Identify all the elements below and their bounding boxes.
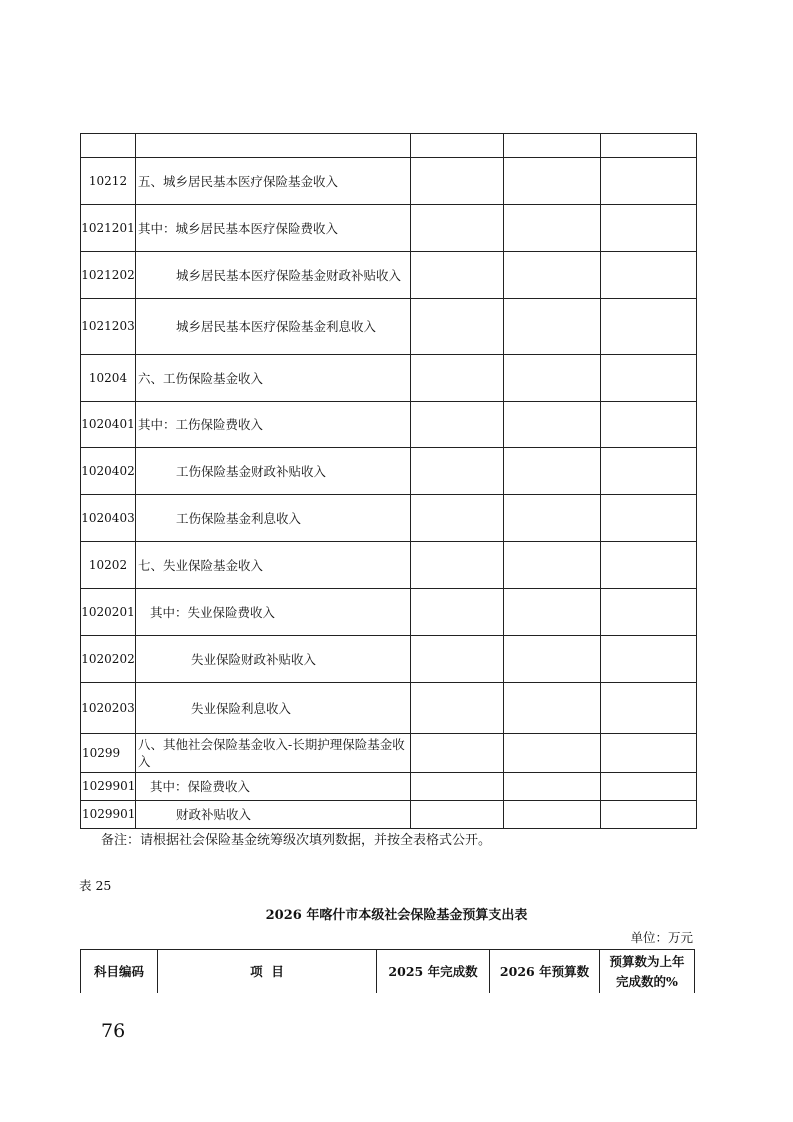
value-cell: [411, 355, 504, 402]
value-cell: [601, 402, 697, 448]
value-cell: [504, 158, 601, 205]
code-cell: 1020201: [81, 589, 136, 636]
item-cell: 失业保险利息收入: [136, 683, 411, 734]
value-cell: [601, 734, 697, 773]
value-cell: [504, 683, 601, 734]
value-cell: [411, 773, 504, 801]
item-cell: 财政补贴收入: [136, 801, 411, 829]
table-row: [81, 734, 697, 773]
item-cell: 其中：城乡居民基本医疗保险费收入: [136, 205, 411, 252]
table-row: [81, 252, 697, 299]
code-cell: 1020403: [81, 495, 136, 542]
item-cell: [136, 134, 411, 158]
value-cell: [504, 734, 601, 773]
value-cell: [411, 589, 504, 636]
value-cell: [601, 448, 697, 495]
value-cell: [601, 773, 697, 801]
page-number: 76: [101, 1020, 126, 1042]
header-cell-item: 项 目: [158, 950, 377, 994]
item-cell: 工伤保险基金财政补贴收入: [136, 448, 411, 495]
value-cell: [411, 495, 504, 542]
value-cell: [601, 589, 697, 636]
table-row: [81, 299, 697, 355]
value-cell: [601, 355, 697, 402]
value-cell: [504, 448, 601, 495]
table-row: [81, 158, 697, 205]
code-cell: 1029901: [81, 801, 136, 829]
item-cell: 城乡居民基本医疗保险基金利息收入: [136, 299, 411, 355]
table-row: [81, 542, 697, 589]
value-cell: [411, 252, 504, 299]
value-cell: [411, 299, 504, 355]
table-row: [81, 205, 697, 252]
unit-label: 单位：万元: [630, 930, 693, 945]
code-cell: 1020402: [81, 448, 136, 495]
table-note: 备注：请根据社会保险基金统筹级次填列数据，并按全表格式公开。: [101, 833, 492, 848]
value-cell: [601, 683, 697, 734]
code-cell: 1020401: [81, 402, 136, 448]
code-cell: 10212: [81, 158, 136, 205]
code-cell: 1021202: [81, 252, 136, 299]
header-cell-ratio: 预算数为上年完成数的%: [600, 950, 695, 994]
code-cell: 1021203: [81, 299, 136, 355]
value-cell: [411, 636, 504, 683]
value-cell: [411, 801, 504, 829]
item-cell: 城乡居民基本医疗保险基金财政补贴收入: [136, 252, 411, 299]
table-row: [81, 589, 697, 636]
code-cell: 1020203: [81, 683, 136, 734]
value-cell: [601, 495, 697, 542]
value-cell: [411, 158, 504, 205]
table-row: [81, 448, 697, 495]
code-cell: 1020202: [81, 636, 136, 683]
value-cell: [504, 402, 601, 448]
value-cell: [504, 542, 601, 589]
table-row: [81, 355, 697, 402]
income-table: [80, 133, 697, 829]
table-row: [81, 636, 697, 683]
value-cell: [411, 448, 504, 495]
table-row: [81, 134, 697, 158]
value-cell: [504, 299, 601, 355]
table-title: 2026 年喀什市本级社会保险基金预算支出表: [265, 908, 528, 923]
table-row: [81, 683, 697, 734]
table-row: [81, 773, 697, 801]
table-header-row: [81, 950, 695, 994]
code-cell: 10299: [81, 734, 136, 773]
value-cell: [504, 495, 601, 542]
value-cell: [601, 542, 697, 589]
table-row: [81, 495, 697, 542]
value-cell: [504, 252, 601, 299]
value-cell: [601, 134, 697, 158]
value-cell: [601, 205, 697, 252]
header-cell-code: 科目编码: [81, 950, 158, 994]
item-cell: 七、失业保险基金收入: [136, 542, 411, 589]
value-cell: [504, 636, 601, 683]
expense-table: [80, 949, 695, 993]
value-cell: [504, 773, 601, 801]
value-cell: [411, 205, 504, 252]
item-cell: 其中：工伤保险费收入: [136, 402, 411, 448]
value-cell: [504, 355, 601, 402]
value-cell: [411, 734, 504, 773]
code-cell: 1021201: [81, 205, 136, 252]
item-cell: 六、工伤保险基金收入: [136, 355, 411, 402]
value-cell: [601, 252, 697, 299]
header-cell-2025-actual: 2025 年完成数: [377, 950, 490, 994]
value-cell: [411, 402, 504, 448]
code-cell: 1029901: [81, 773, 136, 801]
item-cell: 五、城乡居民基本医疗保险基金收入: [136, 158, 411, 205]
value-cell: [504, 801, 601, 829]
item-cell: 工伤保险基金利息收入: [136, 495, 411, 542]
value-cell: [504, 205, 601, 252]
value-cell: [411, 542, 504, 589]
code-cell: 10204: [81, 355, 136, 402]
value-cell: [504, 589, 601, 636]
item-cell: 八、其他社会保险基金收入-长期护理保险基金收入: [136, 734, 411, 773]
code-cell: [81, 134, 136, 158]
item-cell: 其中：保险费收入: [136, 773, 411, 801]
table-number: 表 25: [79, 878, 112, 893]
item-cell: 其中：失业保险费收入: [136, 589, 411, 636]
value-cell: [411, 683, 504, 734]
item-cell: 失业保险财政补贴收入: [136, 636, 411, 683]
value-cell: [601, 158, 697, 205]
value-cell: [411, 134, 504, 158]
table-row: [81, 801, 697, 829]
code-cell: 10202: [81, 542, 136, 589]
value-cell: [601, 636, 697, 683]
header-cell-2026-budget: 2026 年预算数: [490, 950, 600, 994]
table-row: [81, 402, 697, 448]
value-cell: [601, 299, 697, 355]
value-cell: [504, 134, 601, 158]
value-cell: [601, 801, 697, 829]
